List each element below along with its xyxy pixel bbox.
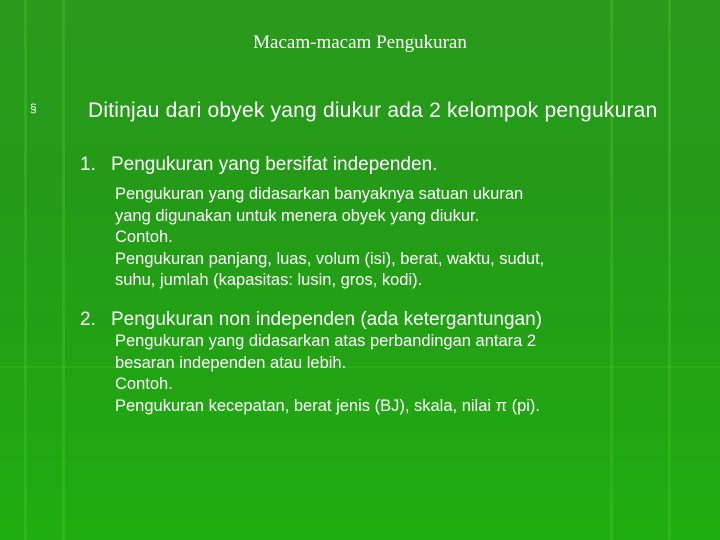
body-line: Pengukuran kecepatan, berat jenis (BJ), skala, nilai π (pi). [115, 396, 541, 415]
body-line: besaran independen atau lebih. [115, 353, 347, 372]
body-line: Pengukuran yang didasarkan banyaknya satuan ukuran [115, 185, 524, 203]
body-line: Pengukuran yang didasarkan atas perbandingan antara 2 [115, 332, 537, 350]
decor-stripe [62, 0, 65, 540]
body-line: Pengukuran panjang, luas, volum (isi), berat, waktu, sudut, [115, 249, 545, 268]
item-number: 1. [80, 154, 96, 175]
slide-title: Macam-macam Pengukuran [253, 32, 467, 53]
body-line: suhu, jumlah (kapasitas: lusin, gros, kodi). [115, 271, 423, 289]
item-heading: Pengukuran yang bersifat independen. [111, 154, 438, 175]
item-heading: Pengukuran non independen (ada ketergantungan) [111, 309, 543, 330]
item-body [115, 184, 695, 292]
bullet-text: Ditinjau dari obyek yang diukur ada 2 kelompok pengukuran [88, 99, 658, 122]
body-line: yang digunakan untuk menera obyek yang diukur. [115, 206, 480, 225]
item-body [115, 331, 695, 417]
body-line: Contoh. [115, 228, 173, 246]
body-line: Contoh. [115, 375, 173, 393]
item-number: 2. [80, 309, 96, 330]
bullet-icon: § [30, 101, 37, 115]
decor-stripe [24, 0, 27, 540]
